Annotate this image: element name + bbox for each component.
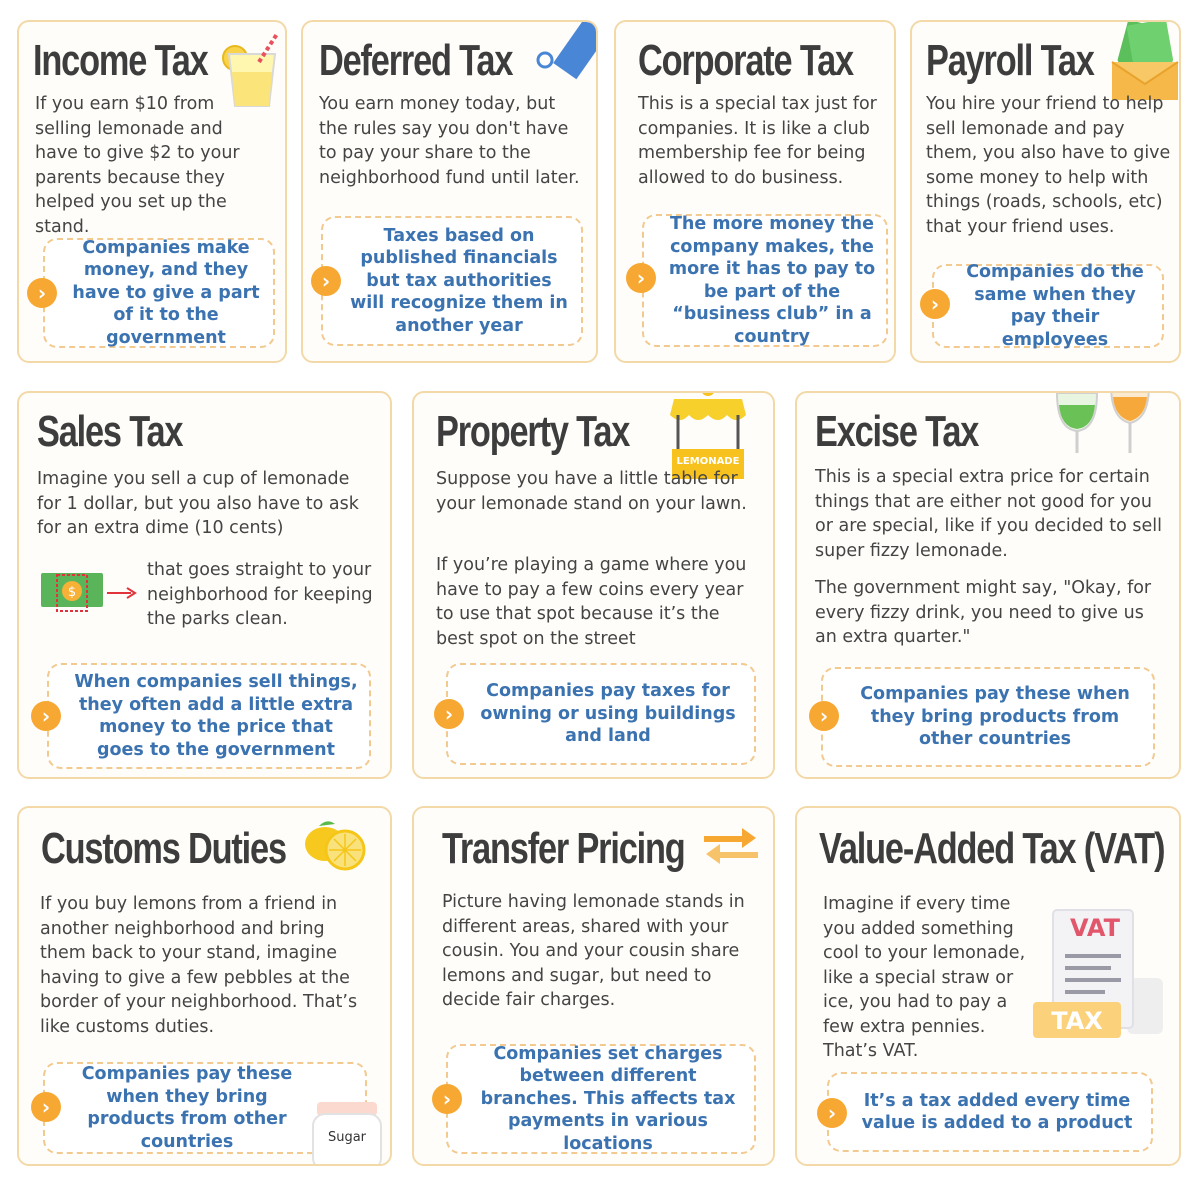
- card-callout: [43, 238, 275, 348]
- card-deferred-tax: [301, 20, 598, 363]
- callout-text: Taxes based on published financials but tax authorities will recognize them in another year: [350, 225, 568, 336]
- card-excise-tax: [795, 391, 1181, 779]
- card-description-continued: that goes straight to your neighborhood for keeping the parks clean.: [147, 560, 373, 629]
- chevron-right-icon: ›: [809, 701, 839, 731]
- chevron-right-icon: ›: [27, 278, 57, 308]
- card-callout: [47, 663, 371, 769]
- card-title: Excise Tax: [815, 407, 979, 456]
- card-description: You hire your friend to help sell lemonade and pay them, you also have to give some money to help with things (roads, schools, etc) that your friend uses.: [926, 94, 1171, 237]
- card-title: Deferred Tax: [319, 36, 513, 85]
- card-title: Transfer Pricing: [442, 824, 685, 873]
- card-title: Income Tax: [33, 36, 208, 85]
- price-tag-icon: [525, 20, 598, 80]
- chevron-right-icon: ›: [432, 1084, 462, 1114]
- chevron-right-icon: ›: [434, 699, 464, 729]
- callout-text: The more money the company makes, the more it has to pay to be part of the “business club” in a country: [668, 214, 876, 347]
- card-description: You earn money today, but the rules say you don't have to pay your share to the neighborhood fund until later.: [319, 94, 580, 188]
- drinks-glasses-icon: [1053, 391, 1153, 467]
- card-callout: [446, 1044, 756, 1154]
- card-sales-tax: [17, 391, 392, 779]
- card-description-continued: If you’re playing a game where you have to pay a few coins every year to use that spot because it’s the best spot on the street: [436, 555, 747, 649]
- card-description: This is a special tax just for companies. It is like a club membership fee for being allowed to do business.: [638, 94, 877, 188]
- card-customs-duties: [17, 806, 392, 1166]
- card-callout: [321, 216, 583, 346]
- callout-text: Companies pay these when they bring products from other countries: [860, 684, 1130, 750]
- chevron-right-icon: ›: [817, 1098, 847, 1128]
- card-callout: [821, 667, 1155, 767]
- card-transfer-pricing: [412, 806, 775, 1166]
- card-title: Property Tax: [436, 407, 630, 456]
- card-description: Imagine you sell a cup of lemonade for 1 dollar, but you also have to ask for an extra dime (10 cents): [37, 469, 359, 538]
- card-description: This is a special extra price for certain things that are either not good for you or are special, like if you decided to sell super fizzy lemonade.: [815, 467, 1163, 561]
- card-description-continued: The government might say, "Okay, for every fizzy drink, you need to give us an extra quarter.": [815, 578, 1152, 647]
- card-callout: [642, 214, 888, 347]
- card-title: Customs Duties: [41, 824, 286, 873]
- card-income-tax: [17, 20, 287, 363]
- callout-text: Companies make money, and they have to give a part of it to the government: [72, 237, 260, 348]
- card-value-added-tax: [795, 806, 1181, 1166]
- callout-text: It’s a tax added every time value is added to a product: [861, 1090, 1133, 1133]
- card-description: Imagine if every time you added something cool to your lemonade, like a special straw or ice, you had to pay a few extra pennies. That’s VAT.: [823, 894, 1026, 1061]
- card-title: Sales Tax: [37, 407, 183, 456]
- card-callout: [827, 1072, 1153, 1152]
- card-payroll-tax: [910, 20, 1181, 363]
- lemonade-stand-label: LEMONADE: [676, 456, 740, 467]
- card-corporate-tax: [614, 20, 896, 363]
- lemon-icon: [301, 816, 371, 874]
- vat-receipt-label: VAT: [1069, 914, 1121, 942]
- cash-bill-icon: [41, 569, 137, 615]
- card-description: If you buy lemons from a friend in another neighborhood and bring them back to your stand, imagine having to give a few pebbles at the border of your neighborhood. That’s like customs duties.: [40, 894, 358, 1037]
- chevron-right-icon: ›: [626, 263, 656, 293]
- card-property-tax: [412, 391, 775, 779]
- card-callout: [446, 663, 756, 765]
- card-title: Corporate Tax: [638, 36, 853, 85]
- callout-text: When companies sell things, they often add a little extra money to the price that goes to the government: [74, 672, 358, 760]
- tax-block-label: TAX: [1051, 1007, 1103, 1035]
- card-description: If you earn $10 from selling lemonade and have to give $2 to your parents because they helped you set up the stand.: [35, 94, 240, 237]
- card-title: Payroll Tax: [926, 36, 1094, 85]
- swap-arrows-icon: [702, 824, 760, 864]
- callout-text: Companies do the same when they pay their employees: [966, 262, 1144, 350]
- chevron-right-icon: ›: [31, 701, 61, 731]
- card-description: Suppose you have a little table for your lemonade stand on your lawn.: [436, 469, 747, 514]
- chevron-right-icon: ›: [31, 1092, 61, 1122]
- callout-text: Companies pay taxes for owning or using buildings and land: [480, 681, 736, 747]
- card-callout: [932, 264, 1164, 348]
- callout-text: Companies pay these when they bring products from other countries: [81, 1064, 293, 1152]
- callout-text: Companies set charges between different branches. This affects tax payments in various locations: [480, 1043, 736, 1154]
- chevron-right-icon: ›: [920, 289, 950, 319]
- sugar-jar-label: Sugar: [327, 1130, 367, 1145]
- svg-text:$: $: [67, 585, 77, 600]
- chevron-right-icon: ›: [311, 266, 341, 296]
- card-title: Value-Added Tax (VAT): [819, 824, 1165, 873]
- card-description: Picture having lemonade stands in different areas, shared with your cousin. You and your cousin share lemons and sugar, but need to decide fair charges.: [442, 892, 745, 1010]
